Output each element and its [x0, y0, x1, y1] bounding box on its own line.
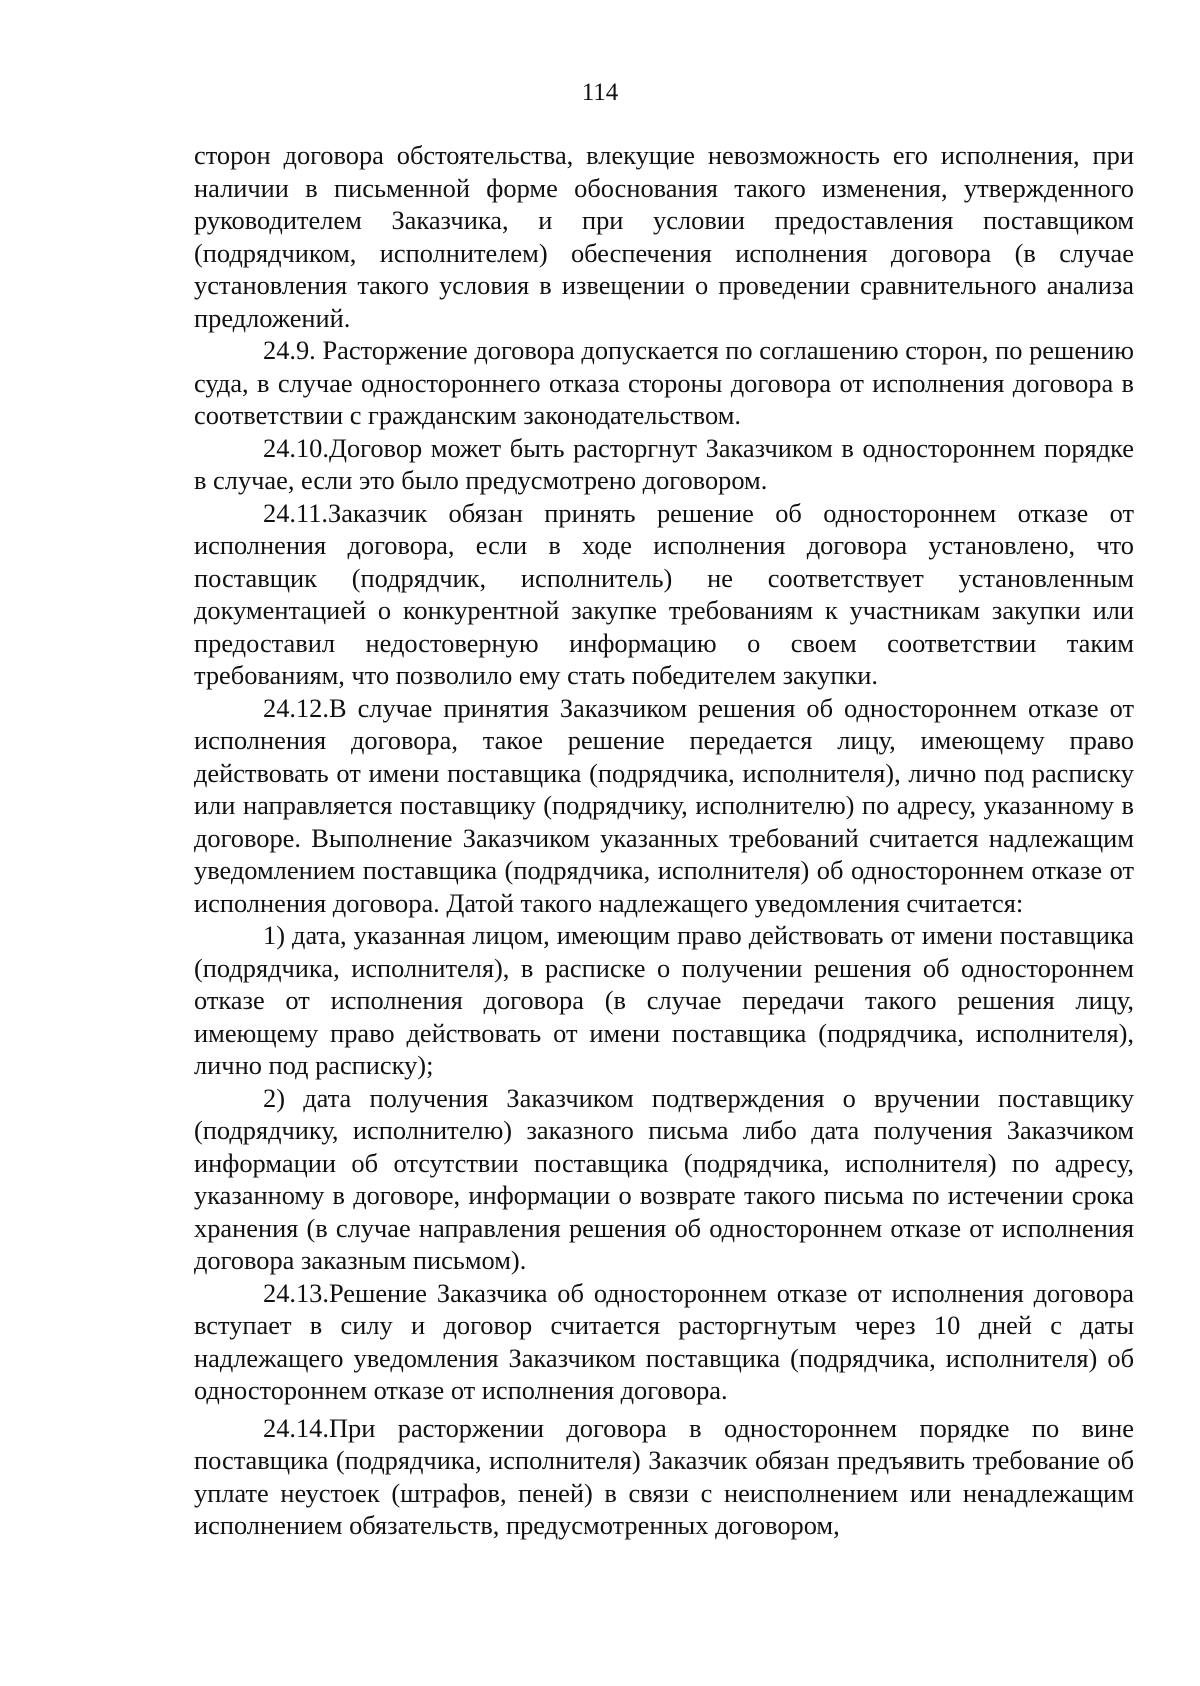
- paragraph-continuation: сторон договора обстоятельства, влекущие невозможность его исполнения, при наличии в письменной форме обоснования такого изменения, утвержденного руководителем Заказчика, и при условии предоставления поставщиком (подрядчиком, исполнителем) обеспечения исполнения договора (в случае установления такого условия в извещении о проведении сравнительного анализа предложений.: [194, 140, 1134, 333]
- document-body: [194, 139, 1134, 1542]
- paragraph-24-14: 24.14.При расторжении договора в одностороннем порядке по вине поставщика (подрядчика, исполнителя) Заказчик обязан предъявить требование об уплате неустоек (штрафов, пеней) в связи с неисполнением или ненадлежащим исполнением обязательств, предусмотренных договором,: [194, 1412, 1134, 1540]
- paragraph-24-13: 24.13.Решение Заказчика об одностороннем отказе от исполнения договора вступает в силу и договор считается расторгнутым через 10 дней с даты надлежащего уведомления Заказчиком поставщика (подрядчика, исполнителя) об одностороннем отказе от исполнения договора.: [194, 1277, 1134, 1405]
- paragraph-24-9: 24.9. Расторжение договора допускается по соглашению сторон, по решению суда, в случае одностороннего отказа стороны договора от исполнения договора в соответствии с гражданским законодательством.: [194, 335, 1134, 430]
- paragraph-24-12: 24.12.В случае принятия Заказчиком решения об одностороннем отказе от исполнения договора, такое решение передается лицу, имеющему право действовать от имени поставщика (подрядчика, исполнителя), лично под расписку или направляется поставщику (подрядчику, исполнителю) по адресу, указанному в договоре. Выполнение Заказчиком указанных требований считается надлежащим уведомлением поставщика (подрядчика, исполнителя) об одностороннем отказе от исполнения договора. Датой такого надлежащего уведомления считается:: [194, 692, 1134, 918]
- page-number: 114: [581, 79, 619, 106]
- list-item-1: 1) дата, указанная лицом, имеющим право действовать от имени поставщика (подрядчика, исполнителя), в расписке о получении решения об одностороннем отказе от исполнения договора (в случае передачи такого решения лицу, имеющему право действовать от имени поставщика (подрядчика, исполнителя), лично под расписку);: [194, 920, 1134, 1080]
- paragraph-24-10: 24.10.Договор может быть расторгнут Заказчиком в одностороннем порядке в случае, если это было предусмотрено договором.: [194, 432, 1134, 495]
- paragraph-24-11: 24.11.Заказчик обязан принять решение об одностороннем отказе от исполнения договора, если в ходе исполнения договора установлено, что поставщик (подрядчик, исполнитель) не соответствует установленным документацией о конкурентной закупке требованиям к участникам закупки или предоставил недостоверную информацию о своем соответствии таким требованиям, что позволило ему стать победителем закупки.: [194, 497, 1134, 690]
- list-item-2: 2) дата получения Заказчиком подтверждения о вручении поставщику (подрядчику, исполнителю) заказного письма либо дата получения Заказчиком информации об отсутствии поставщика (подрядчика, исполнителя) по адресу, указанному в договоре, информации о возврате такого письма по истечении срока хранения (в случае направления решения об одностороннем отказе от исполнения договора заказным письмом).: [194, 1082, 1134, 1275]
